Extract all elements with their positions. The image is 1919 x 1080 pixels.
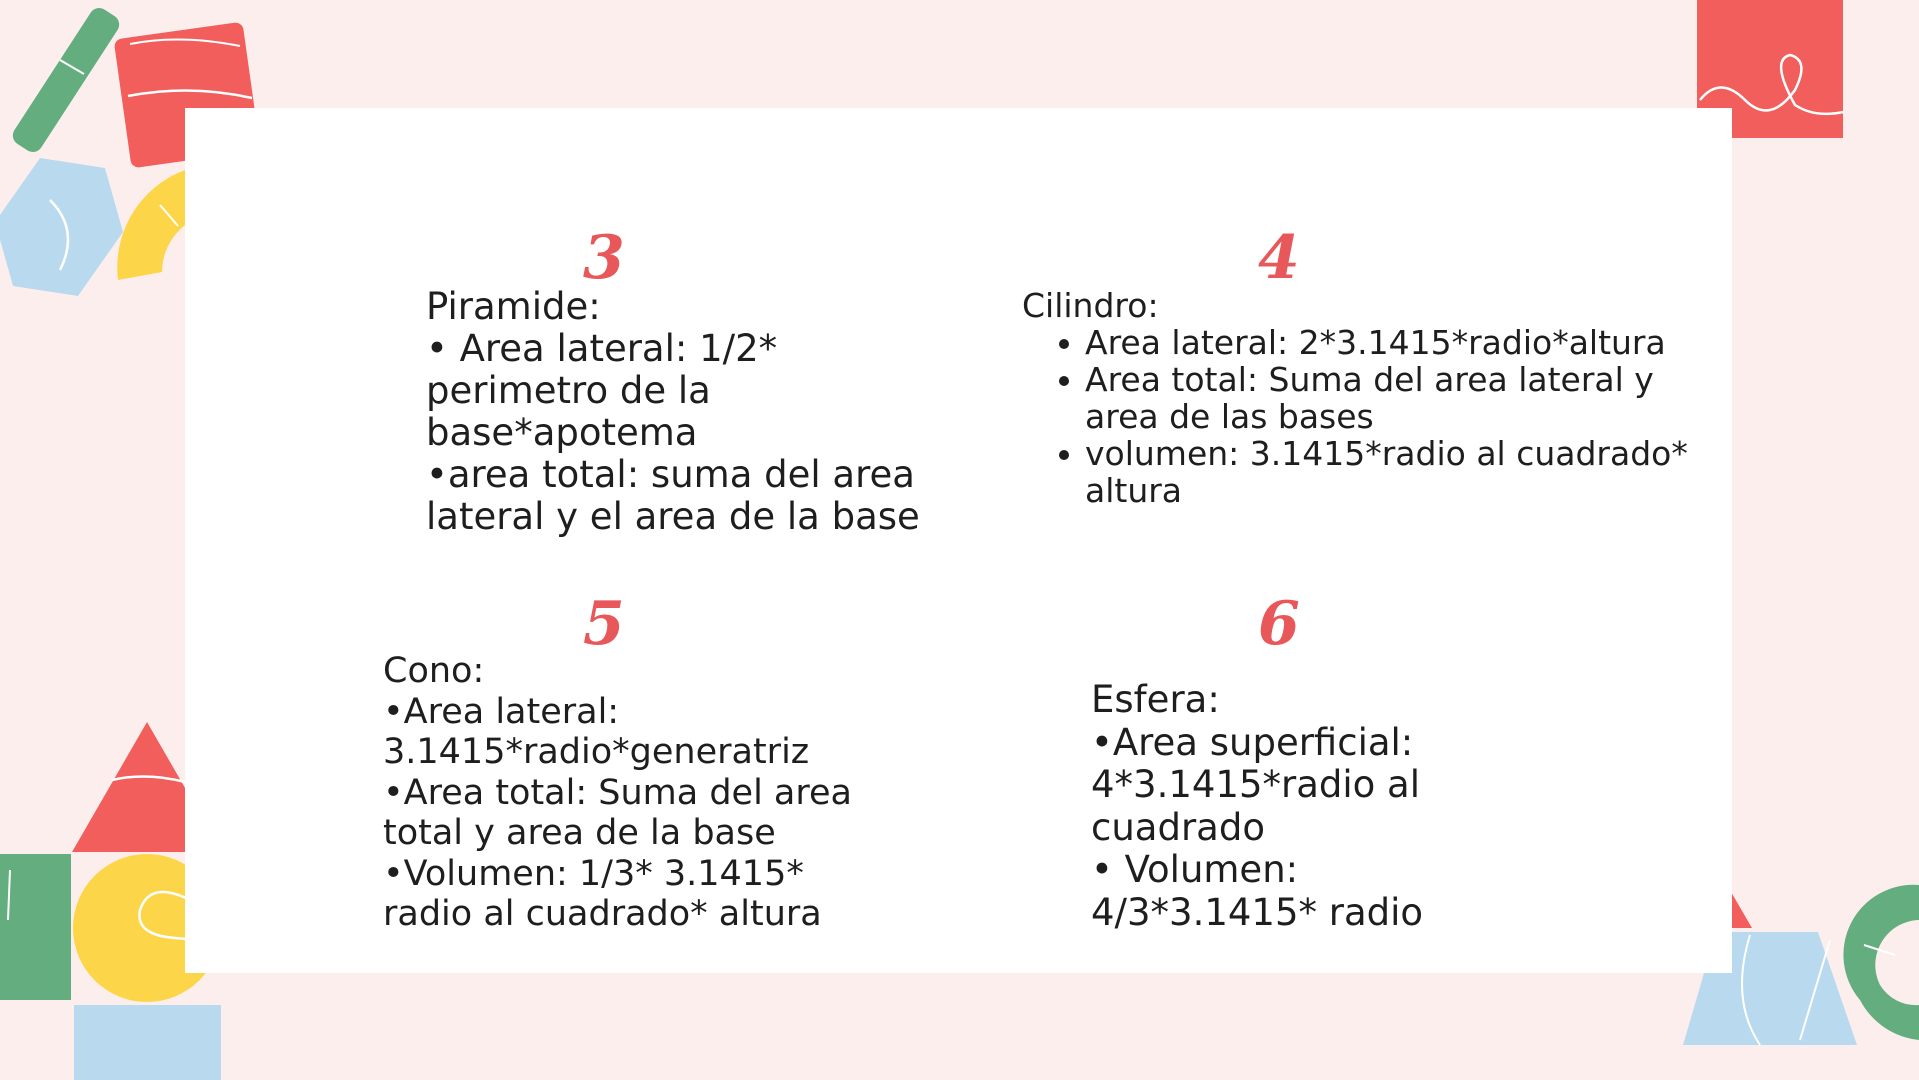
text-line: • Area lateral: 1/2* bbox=[426, 327, 778, 370]
text-line: altura bbox=[1085, 471, 1183, 510]
text-line: Area lateral: 2*3.1415*radio*altura bbox=[1085, 323, 1666, 362]
bullet-list bbox=[1022, 324, 1688, 509]
text-line: • Volumen: bbox=[1091, 848, 1299, 891]
section-title: Piramide: bbox=[426, 285, 601, 328]
text-line: •area total: suma del area bbox=[426, 453, 915, 496]
section-title: Esfera: bbox=[1091, 678, 1220, 721]
list-item bbox=[1022, 435, 1688, 509]
text-line: 4*3.1415*radio al bbox=[1091, 763, 1421, 806]
pyramid-section bbox=[426, 286, 920, 538]
cone-section bbox=[383, 651, 852, 935]
text-line: area de las bases bbox=[1085, 397, 1374, 436]
text-line: •Volumen: 1/3* 3.1415* bbox=[383, 853, 804, 894]
text-line: lateral y el area de la base bbox=[426, 495, 920, 538]
text-line: 3.1415*radio*generatriz bbox=[383, 732, 810, 772]
text-line: perimetro de la bbox=[426, 369, 711, 412]
list-item bbox=[1022, 361, 1688, 435]
text-line: Area total: Suma del area lateral y bbox=[1085, 360, 1654, 399]
list-item bbox=[1022, 324, 1688, 361]
sphere-section bbox=[1091, 679, 1423, 934]
section-title: Cilindro: bbox=[1022, 286, 1159, 325]
text-line: 4/3*3.1415* radio bbox=[1091, 890, 1424, 934]
text-line: volumen: 3.1415*radio al cuadrado* bbox=[1085, 434, 1688, 473]
text-line: •Area superficial: bbox=[1091, 720, 1414, 764]
section-number-5: 5 bbox=[583, 589, 625, 659]
text-line: total y area de la base bbox=[383, 813, 776, 853]
section-number-3: 3 bbox=[583, 223, 625, 293]
cylinder-section bbox=[1022, 287, 1688, 509]
text-line: •Area total: Suma del area bbox=[383, 772, 852, 813]
text-line: base*apotema bbox=[426, 411, 698, 454]
text-line: cuadrado bbox=[1091, 805, 1265, 849]
section-number-4: 4 bbox=[1258, 223, 1300, 293]
text-line: radio al cuadrado* altura bbox=[383, 894, 822, 934]
text-line: •Area lateral: bbox=[383, 691, 620, 732]
section-title: Cono: bbox=[383, 651, 485, 691]
section-number-6: 6 bbox=[1258, 589, 1300, 659]
